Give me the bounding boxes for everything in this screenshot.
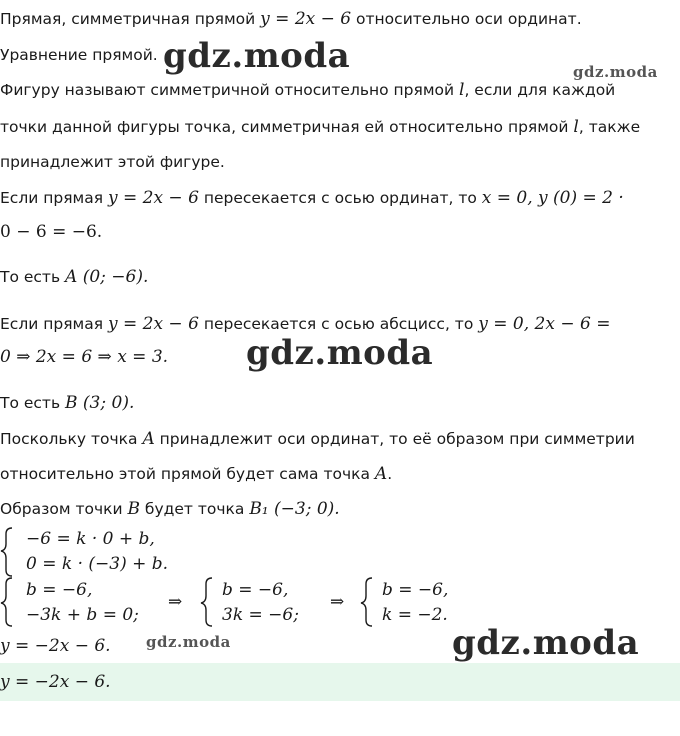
text: . [387, 465, 393, 483]
text: пересекается с осью ординат, то [198, 189, 482, 207]
equation: −6 = k · 0 + b, [26, 529, 155, 549]
text: Прямая, симметричная прямой [0, 10, 261, 28]
math: 0 − 6 = −6. [0, 222, 103, 242]
math: y = 2x − 6 [260, 9, 352, 29]
text: пересекается с осью абсцисс, то [198, 315, 479, 333]
watermark-logo: gdz.moda [163, 36, 351, 76]
math: x = 0, y (0) = 2 · [481, 188, 624, 208]
equation: b = −6, [26, 580, 93, 600]
math: y = 2x − 6 [107, 188, 199, 208]
math: B₁ (−3; 0). [249, 499, 340, 519]
math: A [374, 464, 388, 484]
math: l [459, 80, 465, 100]
equation: k = −2. [382, 605, 448, 625]
text: будет точка [139, 500, 250, 518]
equation: 0 = k · (−3) + b. [26, 554, 169, 574]
text: Если прямая [0, 189, 108, 207]
watermark-logo: gdz.moda [573, 63, 658, 81]
answer-line [0, 671, 111, 693]
text: То есть [0, 268, 66, 286]
text: Фигуру называют симметричной относительно прямой [0, 81, 460, 99]
brace-1 [1, 528, 12, 576]
text: Уравнение прямой. [0, 46, 158, 64]
result-line [0, 635, 111, 657]
equation: b = −6, [222, 580, 289, 600]
watermark-logo: gdz.moda [246, 333, 434, 373]
text: , также [578, 118, 641, 136]
math: A (0; −6). [65, 267, 149, 287]
text: точки данной фигуры точка, симметричная ей относительно прямой [0, 118, 574, 136]
math: y = −2x − 6. [0, 636, 111, 656]
text: Образом точки [0, 500, 128, 518]
text: Если прямая [0, 315, 108, 333]
text: принадлежит этой фигуре. [0, 153, 225, 171]
brace-4 [361, 578, 372, 626]
math: 0 ⇒ 2x = 6 ⇒ x = 3. [0, 347, 169, 367]
watermark-logo: gdz.moda [452, 623, 640, 663]
text: принадлежит оси ординат, то её образом при симметрии [154, 430, 635, 448]
implies-arrow: ⇒ [330, 592, 345, 612]
math: y = 2x − 6 [107, 314, 199, 334]
answer-math: y = −2x − 6. [0, 672, 111, 692]
equation: 3k = −6; [222, 605, 299, 625]
equation: b = −6, [382, 580, 449, 600]
text: , если для каждой [464, 81, 616, 99]
math: l [573, 117, 579, 137]
text: относительно этой прямой будет сама точка [0, 465, 375, 483]
text: То есть [0, 394, 66, 412]
implies-arrow: ⇒ [168, 592, 183, 612]
brace-2 [1, 578, 12, 626]
math: A [142, 429, 155, 449]
text: Поскольку точка [0, 430, 143, 448]
equation: −3k + b = 0; [26, 605, 139, 625]
text: относительно оси ординат. [351, 10, 582, 28]
math: y = 0, 2x − 6 = [478, 314, 611, 334]
watermark-logo: gdz.moda [146, 633, 231, 651]
brace-3 [201, 578, 212, 626]
math: B (3; 0). [65, 393, 135, 413]
math: B [127, 499, 140, 519]
